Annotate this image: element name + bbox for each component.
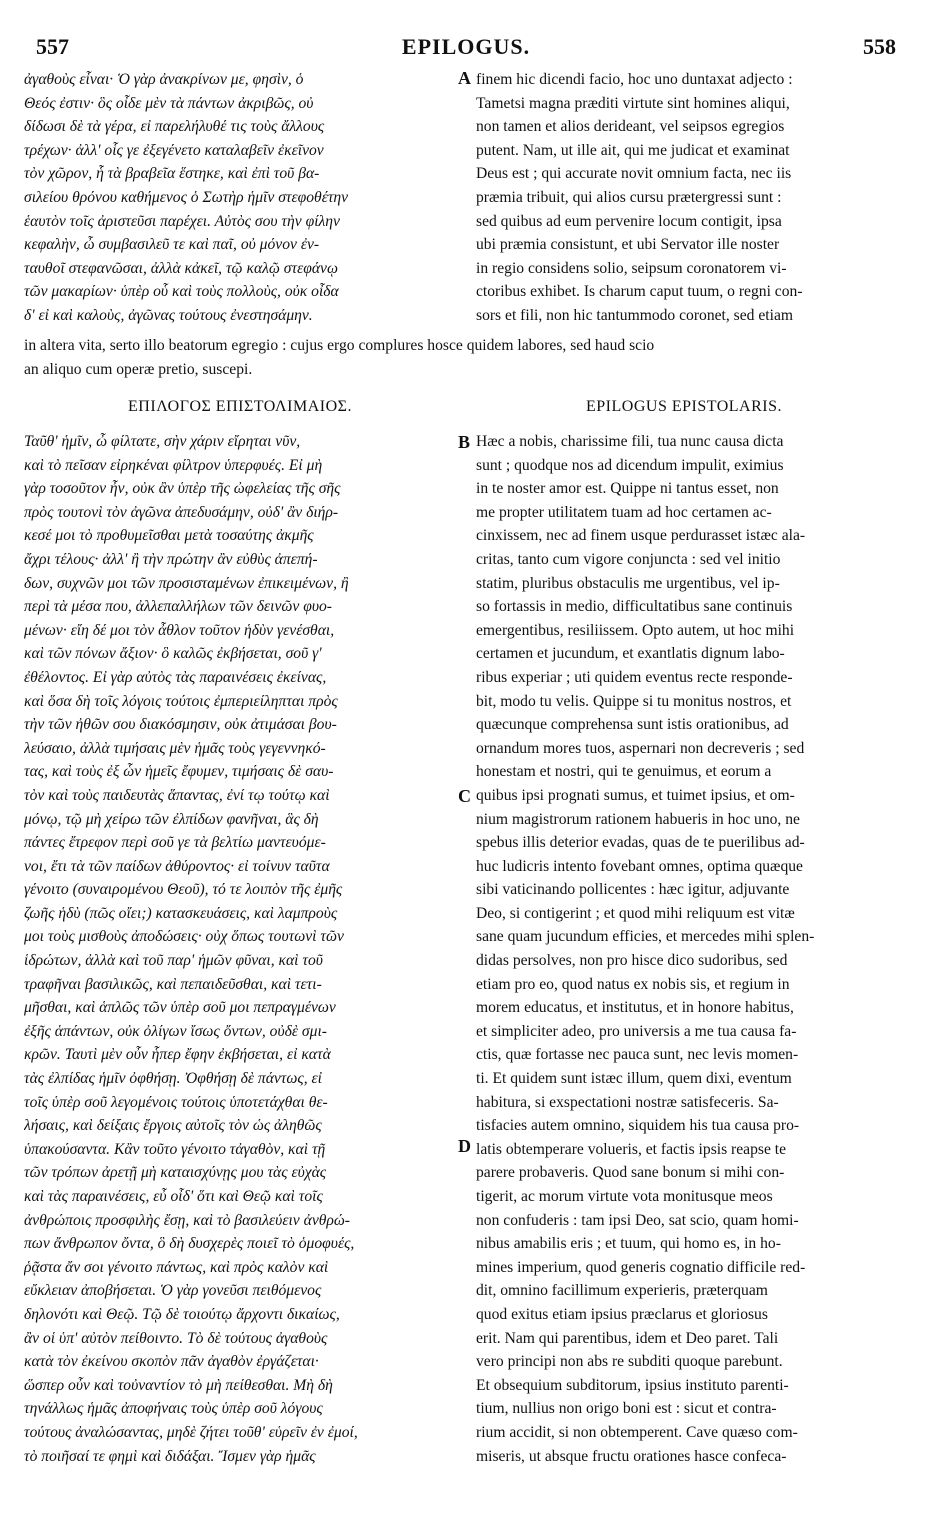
greek-text-line: σιλείου θρόνου καθήμενος ὁ Σωτὴρ ἡμῖν στεφοθέτην <box>24 188 349 206</box>
top-greek-column <box>24 68 456 328</box>
latin-text-line: dit, omnino facillimum experieris, præterquam <box>476 1282 768 1300</box>
latin-text-line: mines imperium, quod generis cognatio difficile red- <box>476 1258 806 1276</box>
latin-text-line: spebus illis deterior evadas, quas de te puerilibus ad- <box>476 834 805 852</box>
margin-marker-c: C <box>458 786 471 806</box>
greek-text-line: τὸ ποιῆσαί τε φημὶ καὶ διδάξαι. Ἴσμεν γὰρ ἡμᾶς <box>24 1447 316 1465</box>
latin-text-line: an aliquo cum operæ pretio, suscepi. <box>24 360 253 378</box>
latin-text-line: quibus ipsi prognati sumus, et tuimet ipsius, et om- <box>476 786 795 804</box>
body-greek-column <box>24 430 456 1468</box>
greek-text-line: γένοιτο (συναιρομένου Θεοῦ), τό τε λοιπὸν τῆς ἐμῆς <box>24 881 343 899</box>
latin-text-line: Hæc a nobis, charissime fili, tua nunc causa dicta <box>476 433 784 450</box>
greek-text-line: τηνάλλως ἡμᾶς ἀποφήναις τοὺς ὑπὲρ σοῦ λόγους <box>24 1400 323 1418</box>
greek-text-line: δων, συχνῶν μοι τῶν προσισταμένων ἐπικειμένων, ἢ <box>24 574 349 592</box>
greek-text-line: κατὰ τὸν ἐκείνου σκοπὸν πᾶν ἀγαθὸν ἐργάζεται· <box>24 1353 319 1371</box>
greek-text-line: καὶ τῶν πόνων ἄξιον· ὃ καλῶς ἐκβήσεται, σοῦ γ' <box>24 645 322 663</box>
latin-text-line: Deus est ; qui accurate novit omnium facta, nec iis <box>476 165 792 183</box>
latin-text-line: tigerit, ac morum virtute vota monitusque meos <box>476 1188 773 1205</box>
latin-text-line: nium magistrorum rationem habueris in hoc uno, ne <box>476 810 800 828</box>
greek-text-line: μῆσθαι, καὶ ἁπλῶς τῶν ὑπὲρ σοῦ μοι πεπραγμένων <box>24 999 336 1017</box>
latin-text-line: parere probaveris. Quod sane bonum si mihi con- <box>476 1164 785 1182</box>
greek-text-line: ἑαυτὸν τοῖς ἀριστεῦσι παρέχει. Αὐτὸς σου τὴν φίλην <box>24 212 340 230</box>
greek-text-line: τούτους ἀναλώσαντας, μηδὲ ζήτει τοῦθ' εὑρεῖν ἐν ἐμοί, <box>24 1423 358 1441</box>
margin-marker-d: D <box>458 1136 471 1156</box>
latin-text-line: latis obtemperare volueris, et factis ipsis reapse te <box>476 1140 787 1158</box>
latin-text-line: non confuderis : tam ipsi Deo, sat scio, quam homi- <box>476 1211 799 1229</box>
body-latin-column <box>476 430 892 1468</box>
latin-text-line: sibi vaticinando pollicentes : hæc igitur, adjuvante <box>476 881 790 899</box>
margin-marker-a: A <box>458 68 471 88</box>
margin-marker-b: B <box>458 432 471 452</box>
latin-text-line: Deo, si contigerint ; et quod mihi reliquum est vitæ <box>476 904 795 922</box>
latin-text-line: me propter utilitatem tuam ad hoc certamen ac- <box>476 503 772 521</box>
greek-text-line: ὥσπερ οὖν καὶ τοὐναντίον τὸ μὴ πείθεσθαι. Μὴ δὴ <box>24 1376 333 1394</box>
latin-text-line: præmia tribuit, qui alios cursu prætergressi sunt : <box>476 188 782 206</box>
greek-text-line: τρέχων· ἀλλ' οἷς γε ἐξεγένετο καταλαβεῖν ἐκεῖνον <box>24 141 324 159</box>
latin-text-line: ornandum mores tuos, aspernari non decreveris ; sed <box>476 739 805 757</box>
latin-text-line: ubi præmia consistunt, et ubi Servator ille noster <box>476 236 780 254</box>
greek-text-line: περὶ τὰ μέσα που, ἀλλεπαλλήλων τῶν δεινῶν φυο- <box>24 598 332 616</box>
latin-text-line: tisfacies autem omnino, siquidem his tua causa pro- <box>476 1117 800 1135</box>
greek-text-line: εὔκλειαν ἀποβήσεται. Ὁ γὰρ γονεῦσι πειθόμενος <box>24 1282 322 1300</box>
running-title: EPILOGUS. <box>401 34 531 59</box>
greek-text-line: ἱδρώτων, ἀλλὰ καὶ τοῦ παρ' ἡμῶν φῦναι, καὶ τοῦ <box>24 952 323 970</box>
latin-text-line: sors et fili, non hic tantummodo coronet, sed etiam <box>476 306 794 324</box>
greek-text-line: λήσαις, καὶ δείξαις ἔργοις αὐτοῖς τὸν ὡς ἀληθῶς <box>24 1117 322 1135</box>
latin-text-line: habitura, si exspectationi nostræ satisfeceris. Sa- <box>476 1093 779 1111</box>
greek-text-line: ἄχρι τέλους· ἀλλ' ἢ τὴν πρώτην ἂν εὐθὺς ἀπεπή- <box>24 550 318 568</box>
latin-text-line: miseris, ut absque fructu orationes hasce confeca- <box>476 1447 787 1465</box>
greek-text-line: τὸν χῶρον, ἧ τὰ βραβεῖα ἕστηκε, καὶ ἐπὶ τοῦ βα- <box>24 165 320 183</box>
greek-text-line: κρῶν. Ταυτὶ μὲν οὖν ἧπερ ἔφην ἐκβήσεται, εἰ κατὰ <box>24 1046 331 1064</box>
latin-text-line: in altera vita, serto illo beatorum egregio : cujus ergo complures hosce quidem labores, sed haud scio <box>24 337 655 354</box>
greek-text-line: ἂν οἱ ὑπ' αὐτὸν πείθοιντο. Τὸ δὲ τούτους ἀγαθοὺς <box>24 1329 328 1347</box>
latin-text-line: erit. Nam qui parentibus, idem et Deo paret. Tali <box>476 1329 779 1347</box>
greek-text-line: Ταῦθ' ἡμῖν, ὦ φίλτατε, σὴν χάριν εἴρηται νῦν, <box>24 433 301 450</box>
greek-text-line: τῶν μακαρίων· ὑπὲρ οὗ καὶ τοὺς πολλοὺς, οὐκ οἶδα <box>24 283 339 301</box>
section-title-latin: EPILOGUS EPISTOLARIS. <box>586 398 782 415</box>
greek-text-line: μόνῳ, τῷ μὴ χείρω τῶν ἐλπίδων φανῆναι, ἃς δὴ <box>24 810 319 828</box>
latin-text-line: critas, tanto cum vigore conjuncta : sed vel initio <box>476 550 781 568</box>
latin-text-line: bit, modo tu velis. Quippe si tu monitus nostros, et <box>476 692 792 710</box>
greek-text-line: ἀγαθοὺς εἶναι· Ὁ γὰρ ἀνακρίνων με, φησὶν, ὁ <box>24 71 304 88</box>
greek-text-line: ταυθοῖ στεφανῶσαι, ἀλλὰ κἀκεῖ, τῷ καλῷ στεφάνῳ <box>24 259 338 277</box>
greek-text-line: ζωῆς ἡδὺ (πῶς οἴει;) κατασκευάσεις, καὶ λαμπροὺς <box>24 904 338 922</box>
page-header <box>36 34 896 66</box>
latin-text-line: sane quam jucundum efficies, et mercedes mihi splen- <box>476 928 815 946</box>
greek-text-line: πων ἄνθρωπον ὄντα, ὃ δὴ δυσχερὲς ποιεῖ τὸ ὁμοφυές, <box>24 1235 355 1253</box>
latin-text-line: ctis, quæ fortasse nec pauca sunt, nec levis momen- <box>476 1046 799 1064</box>
latin-text-line: so fortassis in medio, difficultatibus sane continuis <box>476 598 793 616</box>
greek-text-line: ἐξῆς ἁπάντων, οὐκ ὀλίγων ἴσως ὄντων, οὐδὲ σμι- <box>24 1022 327 1040</box>
greek-text-line: καὶ τὸ πεῖσαν εἰρηκέναι φίλτρον ὑπερφυές. Εἰ μὴ <box>24 456 323 474</box>
greek-text-line: τὸν καὶ τοὺς παιδευτὰς ἅπαντας, ἐνί τῳ τούτῳ καὶ <box>24 786 330 804</box>
top-latin-column <box>476 68 892 328</box>
greek-text-line: δ' εἰ καὶ καλοὺς, ἀγῶνας τούτους ἐνεστησάμην. <box>24 306 313 324</box>
latin-text-line: certamen et jucundum, et exantlatis dignum labo- <box>476 645 785 663</box>
section-title-greek: ΕΠΙΛΟΓΟΣ ΕΠΙΣΤΟΛΙΜΑΙΟΣ. <box>128 398 352 415</box>
greek-text-line: ἐθέλοντος. Εἰ γὰρ αὐτὸς τὰς παραινέσεις ἐκείνας, <box>24 668 327 686</box>
latin-text-line: ctoribus exhibet. Is charum caput tuum, o regni con- <box>476 283 803 301</box>
latin-text-line: sunt ; quodque nos ad dicendum impulit, eximius <box>476 456 784 474</box>
greek-text-line: τὰς ἐλπίδας ἡμῖν ὀφθήσῃ. Ὀφθήσῃ δὲ πάντως, εἰ <box>24 1070 322 1088</box>
greek-text-line: καὶ ὅσα δὴ τοῖς λόγοις τούτοις ἐμπεριείληπται πρὸς <box>24 692 338 710</box>
greek-text-line: πάντες ἔτρεφον περὶ σοῦ γε τὰ βελτίω μαντευόμε- <box>24 834 326 852</box>
greek-text-line: ῥᾷστα ἄν σοι γένοιτο πάντως, καὶ πρὸς καλὸν καὶ <box>24 1258 329 1276</box>
latin-text-line: vero principi non abs re subditi quoque parebunt. <box>476 1353 783 1371</box>
latin-text-line: morem educatus, et institutus, et in honore habitus, <box>476 999 794 1017</box>
latin-text-line: sed quibus ad eum pervenire locum contigit, ipsa <box>476 212 782 230</box>
latin-text-line: et simpliciter adeo, pro universis a me tua causa fa- <box>476 1022 797 1040</box>
latin-text-line: Tametsi magna præditi virtute sint homines aliqui, <box>476 94 790 112</box>
latin-text-line: ribus experiar ; uti quidem eventus recte responde- <box>476 668 793 686</box>
latin-text-line: tium, nullius non origo boni est : sicut et contra- <box>476 1400 777 1418</box>
latin-text-line: quæcunque comprehensa sunt istis orationibus, ad <box>476 716 789 734</box>
greek-text-line: τας, καὶ τοὺς ἐξ ὧν ἡμεῖς ἔφυμεν, τιμήσαις δὲ σαυ- <box>24 763 334 781</box>
latin-text-line: in te noster amor est. Quippe ni tantus esset, non <box>476 480 779 498</box>
greek-text-line: νοι, ἔτι τὰ τῶν παίδων ἀθύροντος· εἰ τοίνυν ταῦτα <box>24 857 330 875</box>
latin-text-line: etiam pro eo, quod natus ex nobis sis, et regium in <box>476 975 790 993</box>
latin-text-line: honestam et nostri, qui te genuimus, et eorum a <box>476 763 772 781</box>
greek-text-line: τραφῆναι βασιλικῶς, καὶ πεπαιδεῦσθαι, καὶ τετι- <box>24 975 322 993</box>
greek-text-line: μοι τοὺς μισθοὺς ἀποδώσεις· οὐχ ὅπως τουτωνὶ τῶν <box>24 928 344 946</box>
greek-text-line: ὑπακούσαντα. Κἂν τοῦτο γένοιτο τἀγαθὸν, καὶ τῇ <box>24 1140 326 1158</box>
greek-text-line: ἀνθρώποις προσφιλὴς ἔσῃ, καὶ τὸ βασιλεύειν ἀνθρώ- <box>24 1211 350 1229</box>
greek-text-line: δίδωσι δὲ τὰ γέρα, εἰ παρελήλυθέ τις τοὺς ἄλλους <box>24 118 325 136</box>
greek-text-line: τοῖς ὑπὲρ σοῦ λεγομένοις τούτοις ὑποτετάχθαι θε- <box>24 1093 328 1111</box>
greek-text-line: τὴν τῶν ἠθῶν σου διακόσμησιν, οὐκ ἀτιμάσαι βου- <box>24 716 337 734</box>
latin-text-line: putent. Nam, ut ille ait, qui me judicat et examinat <box>476 141 790 159</box>
latin-text-line: in regio considens solio, seipsum coronatorem vi- <box>476 259 787 277</box>
latin-text-line: cinxissem, nec ad finem usque perdurasset istæc ala- <box>476 527 806 545</box>
greek-text-line: δηλονότι καὶ Θεῷ. Τῷ δὲ τοιούτῳ ἄρχοντι δικαίως, <box>24 1305 340 1323</box>
latin-text-line: didas persolves, non pro hisce dico sudoribus, sed <box>476 952 788 970</box>
greek-text-line: λεύσαιο, ἀλλὰ τιμήσαις μὲν ἡμᾶς τοὺς γεγεννηκό- <box>24 739 326 757</box>
page-number-right: 558 <box>863 34 896 59</box>
latin-text-line: statim, pluribus obstaculis me urgentibus, vel ip- <box>476 574 780 592</box>
latin-text-line: emergentibus, resiliissem. Opto autem, ut hoc mihi <box>476 621 795 639</box>
latin-text-line: nibus amabilis eris ; et tuum, qui homo es, in ho- <box>476 1235 781 1253</box>
greek-text-line: Θεός ἐστιν· ὃς οἶδε μὲν τὰ πάντων ἀκριβῶς, οὐ <box>24 94 314 112</box>
greek-text-line: τῶν τρόπων ἀρετῇ μὴ καταισχύνῃς μου τὰς εὐχὰς <box>24 1164 327 1182</box>
latin-text-line: non tamen et alios derideant, vel seipsos egregios <box>476 118 785 136</box>
greek-text-line: μένων· εἴη δέ μοι τὸν ἆθλον τοῦτον ἡδὺν γενέσθαι, <box>24 621 335 639</box>
greek-text-line: καὶ τὰς παραινέσεις, εὖ οἶδ' ὅτι καὶ Θεῷ καὶ τοῖς <box>24 1188 323 1205</box>
latin-text-line: ti. Et quidem sunt istæc illum, quem dixi, eventum <box>476 1070 792 1088</box>
latin-text-line: rium accidit, si non obtemperent. Cave quæso com- <box>476 1423 798 1441</box>
full-width-paragraph <box>24 334 892 381</box>
page-number-left: 557 <box>36 34 69 59</box>
greek-text-line: γὰρ τοσοῦτον ἦν, οὐκ ἂν ὑπὲρ τῆς ὠφελείας τῆς σῆς <box>24 480 341 498</box>
latin-text-line: quod exitus etiam ipsius præclarus et gloriosus <box>476 1305 768 1323</box>
latin-text-line: Et obsequium subditorum, ipsius instituto parenti- <box>476 1376 789 1394</box>
greek-text-line: κεσέ μοι τὸ προθυμεῖσθαι μετὰ τοσαύτης ἀκμῆς <box>24 527 314 545</box>
latin-text-line: huc ludicris intento fovebant omnes, optima quæque <box>476 857 803 875</box>
greek-text-line: κεφαλὴν, ὦ συμβασιλεῦ τε καὶ παῖ, οὐ μόνον ἐν- <box>24 236 320 254</box>
greek-text-line: πρὸς τουτονὶ τὸν ἀγῶνα ἀπεδυσάμην, οὐδ' ἂν διήρ- <box>24 503 339 521</box>
latin-text-line: finem hic dicendi facio, hoc uno duntaxat adjecto : <box>476 71 793 88</box>
